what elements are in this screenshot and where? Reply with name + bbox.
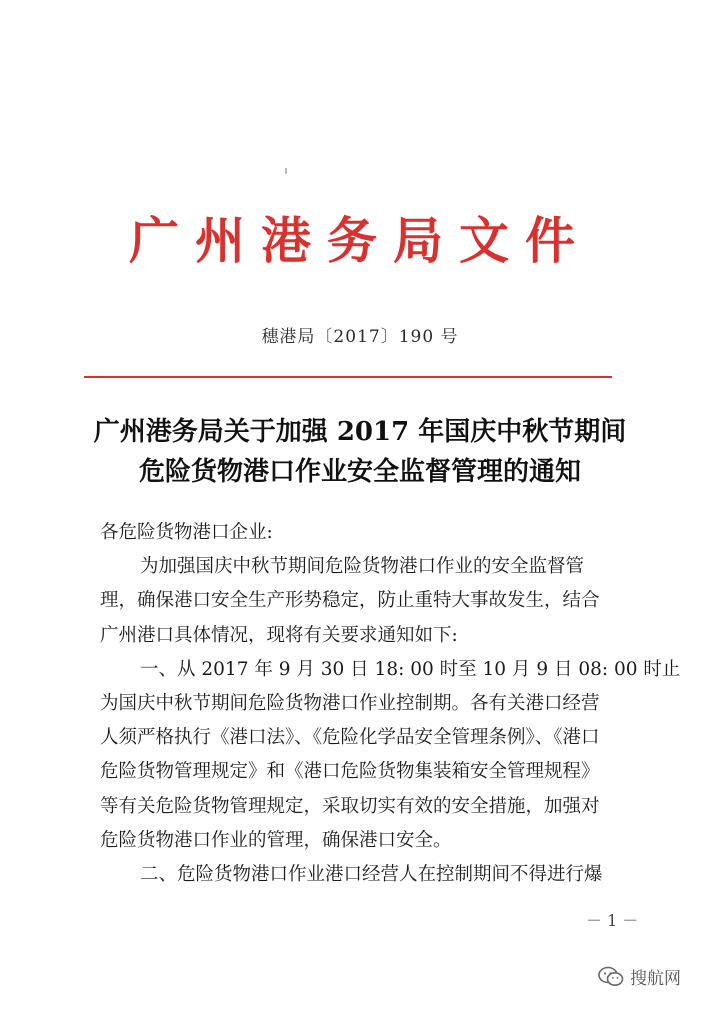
document-body bbox=[100, 516, 681, 892]
red-divider-rule bbox=[84, 376, 612, 378]
document-number: 穗港局〔2017〕190 号 bbox=[261, 327, 459, 347]
body-line: 危险货物港口作业的管理，确保港口安全。 bbox=[100, 829, 452, 851]
body-line: 理，确保港口安全生产形势稳定，防止重特大事故发生，结合 bbox=[100, 590, 600, 612]
body-line: 为国庆中秋节期间危险货物港口作业控制期。各有关港口经营 bbox=[100, 692, 600, 714]
body-line: 为加强国庆中秋节期间危险货物港口作业的安全监督管 bbox=[140, 556, 585, 578]
title-line-2: 危险货物港口作业安全监督管理的通知 bbox=[138, 457, 581, 487]
document-title bbox=[0, 412, 720, 492]
body-line: 人须严格执行《港口法》、《危险化学品安全管理条例》、《港口 bbox=[100, 727, 600, 749]
salutation: 各危险货物港口企业: bbox=[100, 522, 273, 543]
body-line: 等有关危险货物管理规定，采取切实有效的安全措施，加强对 bbox=[100, 795, 600, 817]
body-line: 危险货物管理规定》和《港口危险货物集装箱安全管理规程》 bbox=[100, 761, 600, 783]
watermark-text: 搜航网 bbox=[630, 969, 681, 989]
body-line: 广州港口具体情况，现将有关要求通知如下: bbox=[100, 624, 458, 646]
title-line-1: 广州港务局关于加强 2017 年国庆中秋节期间 bbox=[93, 417, 627, 447]
body-line: 一、从 2017 年 9 月 30 日 18: 00 时至 10 月 9 日 08: 00 时止 bbox=[140, 658, 681, 680]
body-line: 二、危险货物港口作业港口经营人在控制期间不得进行爆 bbox=[140, 863, 603, 885]
page-number: － 1 － bbox=[586, 911, 639, 930]
source-watermark bbox=[598, 964, 681, 989]
wechat-icon bbox=[598, 966, 624, 988]
masthead-title: 广州港务局文件 bbox=[129, 211, 591, 270]
binding-mark bbox=[285, 168, 287, 174]
